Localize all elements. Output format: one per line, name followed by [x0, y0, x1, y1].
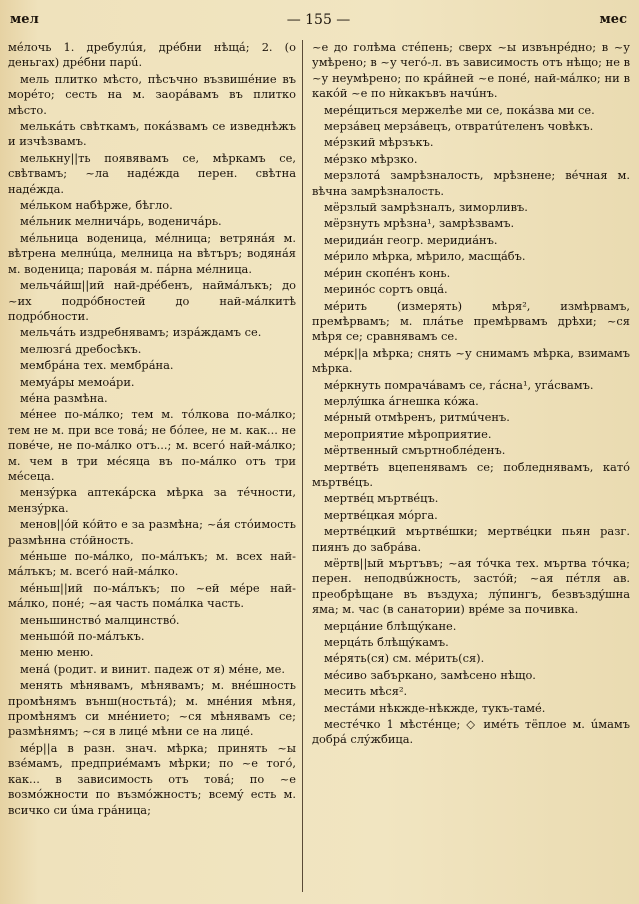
- entry: менять мѣнявамъ, мѣнявамъ; м. внéшность промѣнямъ външ(ностьтá); м. мнéния мѣня, промѣнямъ си мнéнието; ~ся мѣнявамъ се; размѣнямъ; ~ся в лицé мѣни се на лицé.: [8, 678, 296, 739]
- left-column: [8, 40, 296, 819]
- entry: мероприятие мѣроприятие.: [324, 426, 492, 441]
- entry: мéсиво забъркано, замѣсено нѣщо.: [324, 667, 536, 682]
- entry: мель плитко мѣсто, пѣсъчно възвишéние въ морéто; сесть на м. заорáвамъ въ плитко мѣсто.: [8, 71, 296, 117]
- entry: мéрзко мѣрзко.: [324, 151, 418, 166]
- entry: мéрять(ся) см. мéрить(ся).: [324, 651, 485, 666]
- entry: местéчко 1 мѣстéнце; ◇ имéть тёплое м. úмамъ добрá слýжбица.: [312, 717, 630, 747]
- entry: мерзлотá замрѣзналость, мрѣзнене; вéчная м. вѣчна замрѣзналость.: [312, 168, 630, 198]
- entry: мéрный отмѣренъ, ритмúченъ.: [324, 410, 510, 425]
- entry: мензýрка аптекáрска мѣрка за тéчности, мензýрка.: [8, 485, 296, 515]
- entry: мёртв||ый мъртъвъ; ~ая тóчка тех. мъртва тóчка; перен. неподвúжность, застóй; ~ая пéтля ав. преобрѣщане въ въздуха; лýпингъ, безвъздýшна яма; м. час (в санатории) врéме за почивка.: [312, 556, 630, 617]
- entry: ~е до голѣма стéпень; сверх ~ы извънрéдно; в ~у умѣрено; в ~у чегó-л. въ зависимость отъ нѣщо; не в ~у неумѣрено; по крáйней ~е понé, най-мáлко; ни в какóй ~е по нѝкакъвъ начúнъ.: [312, 40, 630, 101]
- entry: мёрзлый замрѣзналъ, зиморливъ.: [324, 200, 528, 215]
- entry: мéнее по-мáлко; тем м. тóлкова по-мáлко; тем не м. при все товá; не бóлее, не м. как... не повéче, не по-мáлко отъ...; м. всегó най-мáлко; м. чем в три мéсяца въ по-мáлко отъ три мéсеца.: [8, 407, 296, 483]
- entry: мéрило мѣрка, мѣрило, масщáбъ.: [324, 249, 526, 264]
- header-left-guideword: мел: [10, 12, 39, 27]
- entry: мерзáвец мерзáвецъ, отвратúтеленъ човѣкъ.: [324, 119, 594, 134]
- header-right-guideword: мес: [599, 12, 627, 27]
- entry: меринóс сортъ овцá.: [324, 282, 448, 297]
- entry: мéрить (измерять) мѣря², измѣрвамъ, премѣрвамъ; м. плáтье премѣрвамъ дрѣхи; ~ся мѣря се; сравнявамъ се.: [312, 298, 630, 344]
- column-divider: [302, 40, 303, 892]
- entry: мéрк||а мѣрка; снять ~у снимамъ мѣрка, взимамъ мѣрка.: [312, 345, 630, 376]
- entry: мéрзкий мѣрзъкъ.: [324, 135, 434, 150]
- entry: мерцáние блѣщýкане.: [324, 618, 457, 633]
- entry: мелькну||ть появявамъ се, мѣркамъ се, свѣтвамъ; ~ла надéжда перен. свѣтна надéжда.: [8, 150, 296, 196]
- entry: мéльком набѣрже, бѣгло.: [20, 198, 173, 213]
- entry: мелькáть свѣткамъ, покáзвамъ се изведнѣжъ и изчѣзвамъ.: [8, 119, 296, 149]
- entry: меньшóй по-мáлъкъ.: [20, 629, 145, 644]
- entry: менов||óй кóйто е за размѣна; ~áя стóимость размѣнна стóйность.: [8, 517, 296, 547]
- entry: мемуáры мемоáри.: [20, 374, 135, 389]
- entry: меньшинствó малцинствó.: [20, 612, 180, 627]
- entry: мельчáйш||ий най-дрéбенъ, наймáлъкъ; до ~их подрóбностей до най-мáлкитѣ подрóбности.: [8, 278, 296, 323]
- entry: мелюзгá дребосѣкъ.: [20, 341, 142, 356]
- entry: мертвéцкий мъртвéшки; мертвéцки пьян разг. пиянъ до забрáва.: [312, 524, 630, 554]
- entry: мéркнуть помрачáвамъ се, гáсна¹, угáсвамъ.: [324, 377, 594, 392]
- entry: мерéщиться мержелѣе ми се, покáзва ми се.: [324, 102, 595, 117]
- page-number: — 155 —: [286, 12, 351, 28]
- entry: мертвéцкая мóрга.: [324, 507, 438, 522]
- entry: мéльник мелничáрь, воденичáрь.: [20, 214, 222, 229]
- entry: мертвéть вцепенявамъ се; побледнявамъ, катó мъртвéцъ.: [312, 459, 630, 489]
- entry: мéлочь 1. дребулúя, дрéбни нѣщá; 2. (о деньгах) дрéбни парú.: [8, 40, 296, 70]
- entry: мéньш||ий по-мáлъкъ; по ~ей мéре най-мáлко, понé; ~ая часть помáлка часть.: [8, 580, 296, 611]
- entry: мёртвенный смъртноблéденъ.: [324, 443, 506, 458]
- entry: мéр||а в разн. знач. мѣрка; принять ~ы взéмамъ, предприéмамъ мѣрки; по ~е тогó, как... в зависимость отъ товá; по ~е возмóжности по възмóжностъ; всемý есть м. всичко си úма грáница;: [8, 740, 296, 817]
- running-head: [10, 12, 627, 32]
- entry: меню меню.: [20, 645, 94, 660]
- entry: меридиáн геогр. меридиáнъ.: [324, 232, 498, 247]
- entry: мéна размѣна.: [20, 390, 108, 405]
- entry: мéрин скопéнъ конь.: [324, 265, 451, 280]
- right-column: [312, 40, 630, 749]
- entry: мельчáть издребнявамъ; изрáждамъ се.: [20, 325, 262, 340]
- entry: мёрзнуть мрѣзна¹, замрѣзвамъ.: [324, 216, 515, 231]
- entry: мéльница воденица, мéлница; ветрянáя м. вѣтрена мелнúца, мелница на вѣтъръ; водянáя м. воденица; паровáя м. пáрна мéлница.: [8, 230, 296, 276]
- entry: мерлýшка áгнешка кóжа.: [324, 393, 479, 408]
- entry: мéньше по-мáлко, по-мáлъкъ; м. всех най-мáлъкъ; м. всегó най-мáлко.: [8, 549, 296, 579]
- entry: менá (родит. и винит. падеж от я) мéне, ме.: [20, 661, 285, 676]
- entry: мерцáть блѣщýкамъ.: [324, 635, 449, 650]
- entry: месить мѣся².: [324, 684, 408, 699]
- entry: мембрáна тех. мембрáна.: [20, 358, 174, 373]
- entry: местáми нѣкжде-нѣкжде, тукъ-тамé.: [324, 700, 546, 715]
- entry: мертвéц мъртвéцъ.: [324, 491, 439, 506]
